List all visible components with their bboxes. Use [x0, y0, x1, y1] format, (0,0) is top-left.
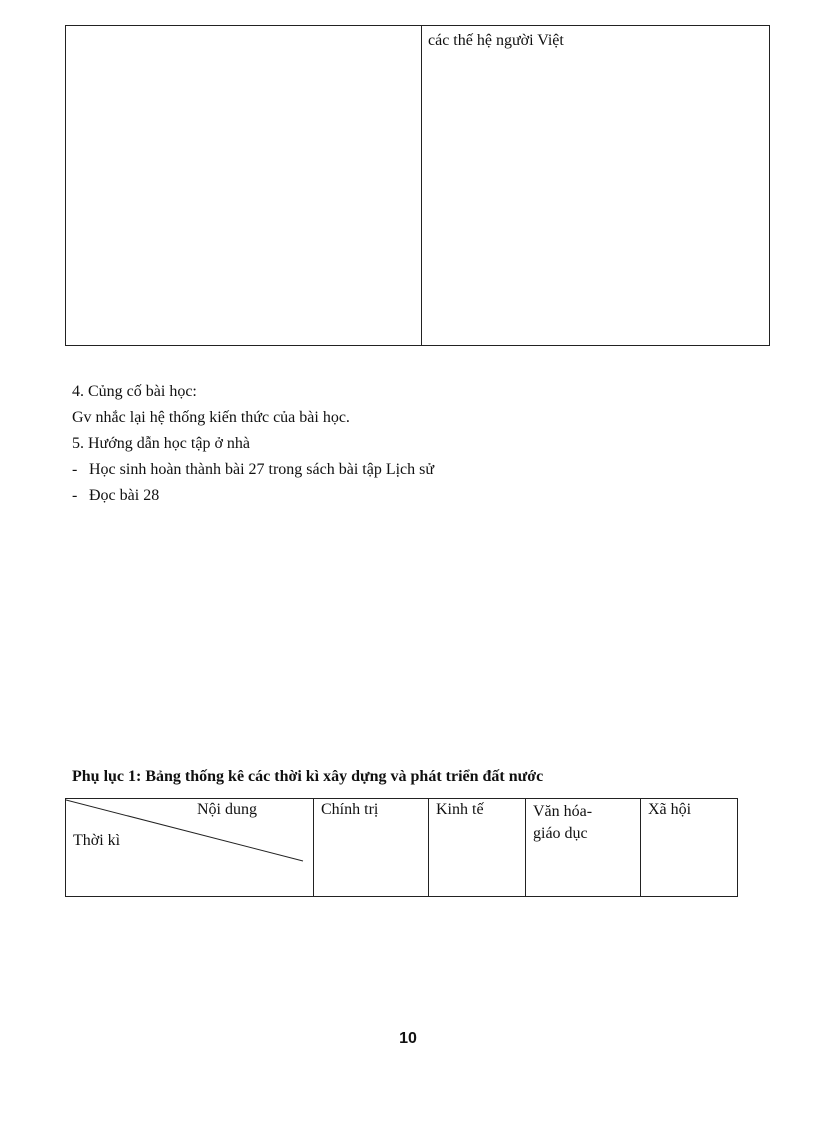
header-period-label: Thời kì [73, 832, 121, 849]
header-culture-line1: Văn hóa- [533, 803, 593, 820]
header-culture [526, 799, 641, 896]
bullet-dash: - [72, 487, 78, 504]
header-culture-line2: giáo dục [533, 825, 588, 842]
lesson-table-right-text: các thế hệ người Việt [428, 32, 564, 49]
lesson-table-right-cell [422, 26, 769, 351]
header-economy-label: Kinh tế [436, 801, 484, 818]
header-society [641, 799, 737, 896]
lesson-body [72, 379, 434, 509]
page-number: 10 [399, 1030, 417, 1047]
homework-item-text: Đọc bài 28 [89, 487, 160, 504]
header-society-label: Xã hội [648, 801, 692, 818]
homework-item [72, 483, 434, 509]
diagonal-header-cell [66, 799, 314, 896]
homework-item [72, 457, 434, 483]
homework-item-text: Học sinh hoàn thành bài 27 trong sách bài tập Lịch sử [89, 461, 435, 478]
appendix-table [65, 798, 738, 897]
lesson-table-left-cell [66, 26, 422, 345]
section5-heading: 5. Hướng dẫn học tập ở nhà [72, 435, 250, 452]
appendix-title: Phụ lục 1: Bảng thống kê các thời kì xây dựng và phát triển đất nước [72, 768, 544, 785]
header-politics [314, 799, 429, 896]
header-economy [429, 799, 526, 896]
bullet-dash: - [72, 461, 78, 478]
header-politics-label: Chính trị [321, 801, 379, 818]
lesson-table-continuation [65, 25, 770, 346]
section4-heading: 4. Củng cố bài học: [72, 383, 197, 400]
section4-text: Gv nhắc lại hệ thống kiến thức của bài học. [72, 409, 350, 426]
header-content-label: Nội dung [197, 801, 257, 818]
